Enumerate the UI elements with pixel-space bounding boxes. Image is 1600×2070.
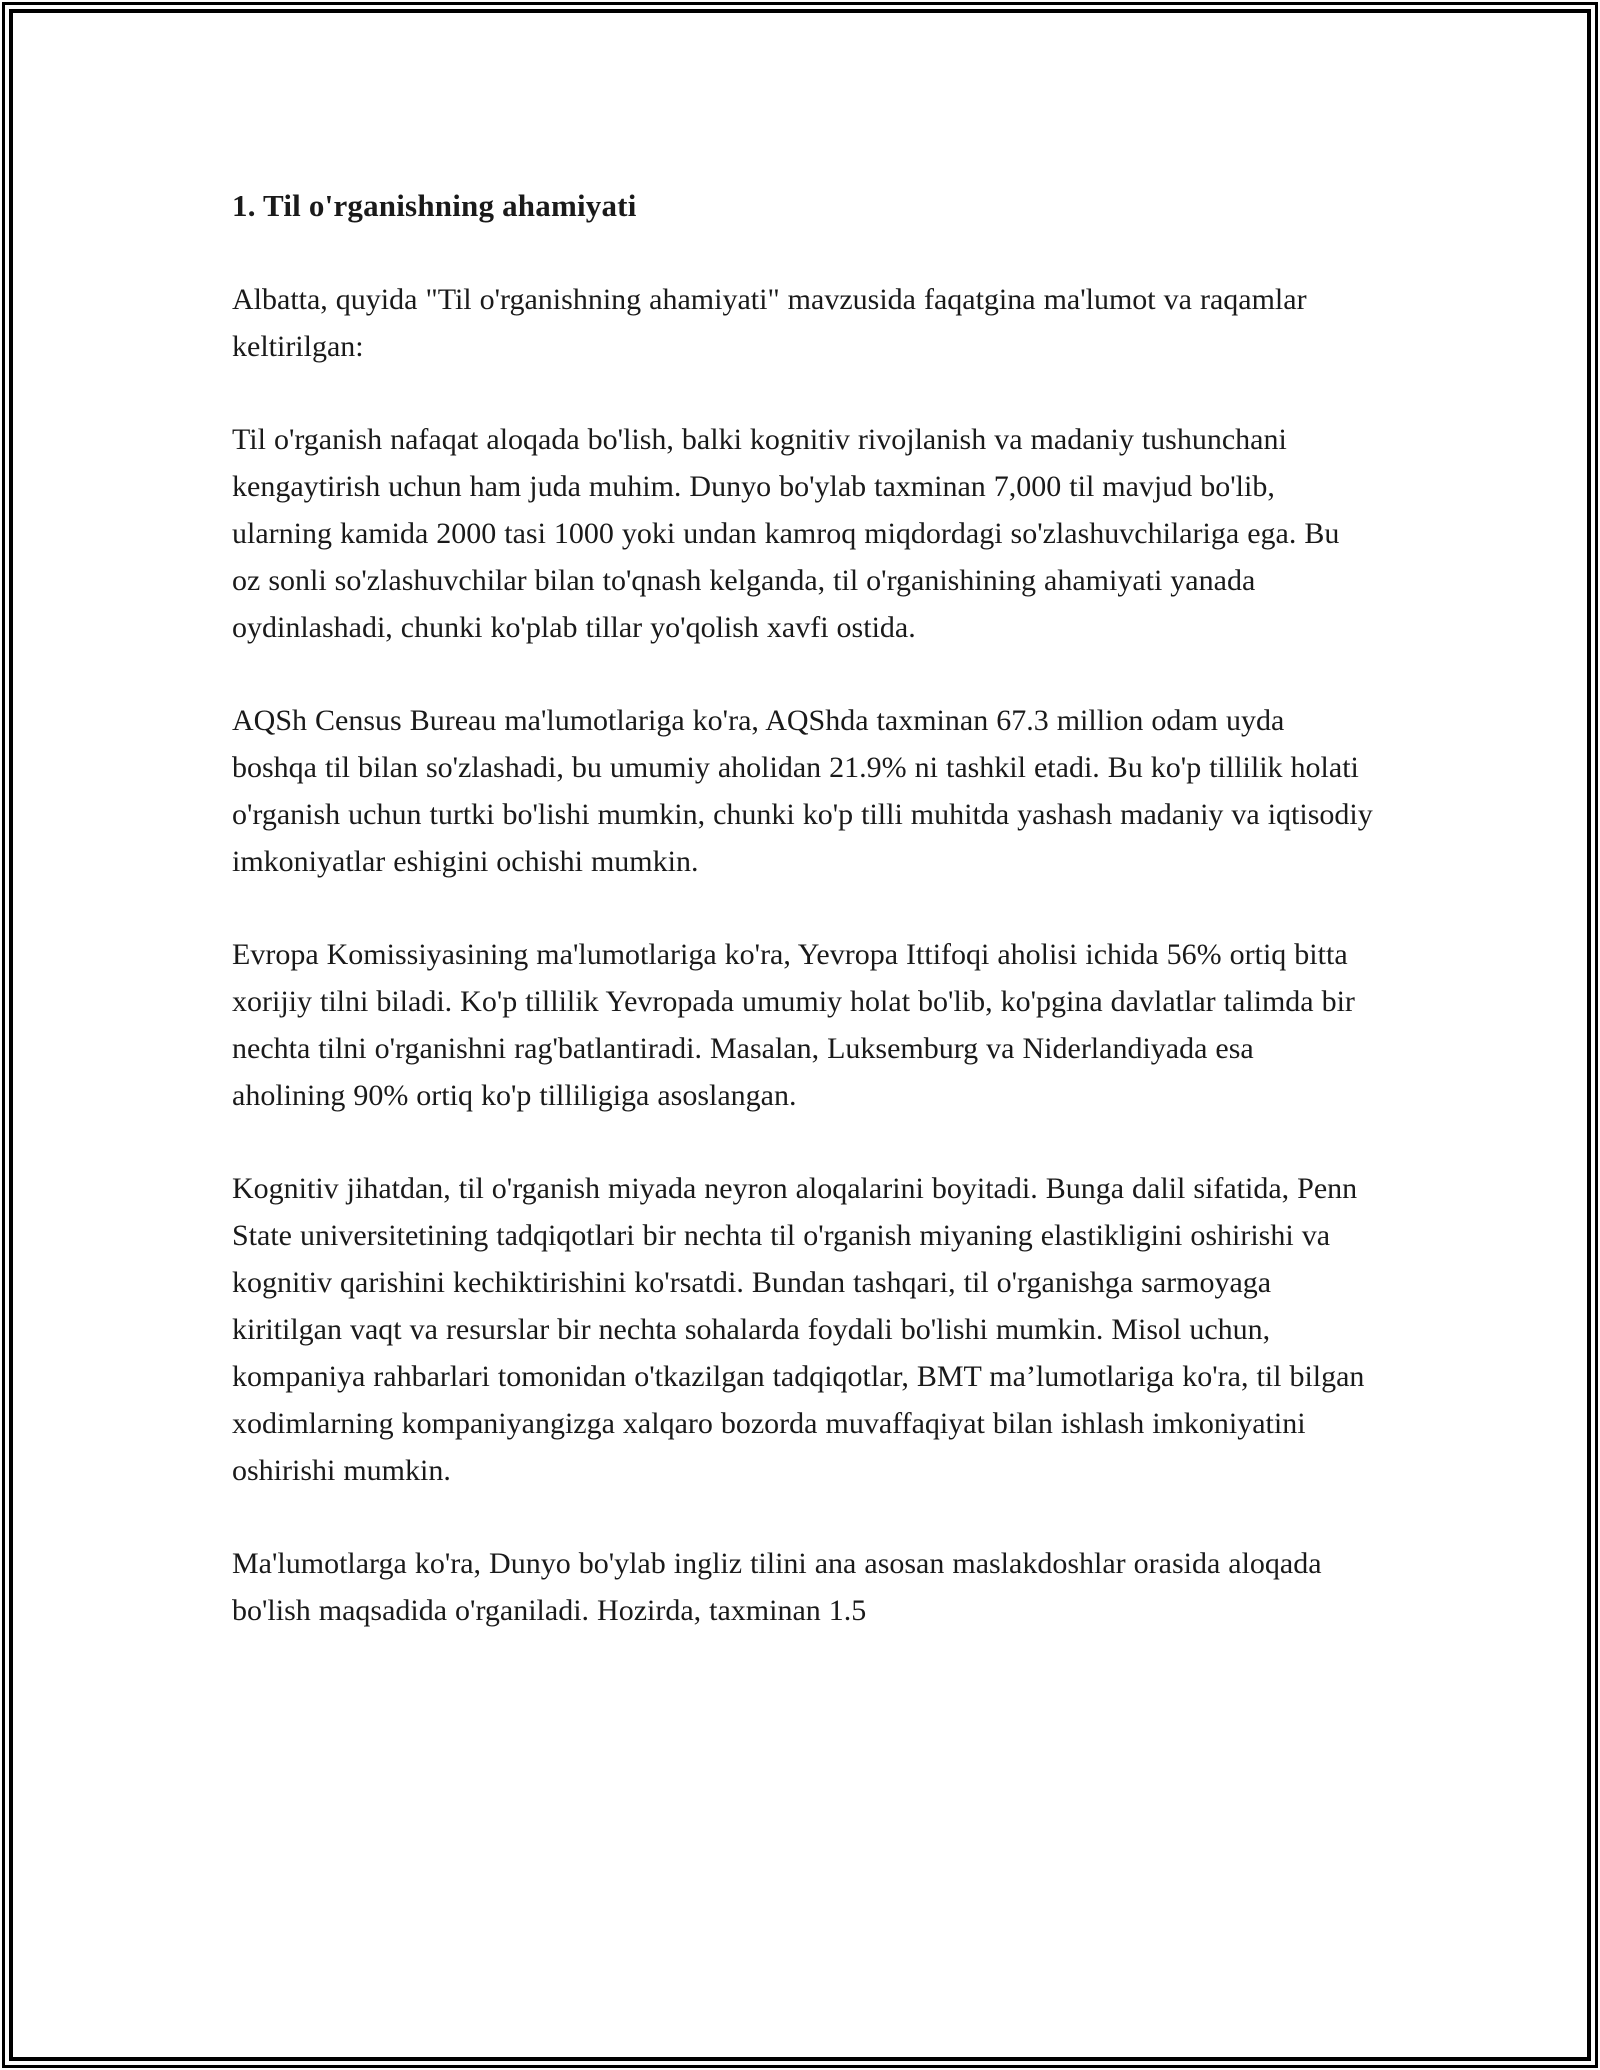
paragraph-english-learning: Ma'lumotlarga ko'ra, Dunyo bo'ylab ingliz tilini ana asosan maslakdoshlar orasida aloqada bo'lish maqsadida o'rganiladi. Hozirda, taxminan 1.5 bbox=[232, 1547, 1322, 1627]
paragraph-european-commission: Evropa Komissiyasining ma'lumotlariga ko'ra, Yevropa Ittifoqi aholisi ichida 56% ortiq bitta xorijiy tilni biladi. Ko'p tillilik Yevropada umumiy holat bo'lib, ko'pgina davlatlar talimda bir nechta tilni o'rganishni rag'batlantiradi. Masalan, Luksemburg va Niderlandiyada esa aholining 90% ortiq ko'p tilliligiga asoslangan. bbox=[232, 938, 1355, 1112]
page-title: 1. Til o'rganishning ahamiyati bbox=[232, 188, 637, 223]
paragraph-intro: Albatta, quyida "Til o'rganishning ahamiyati" mavzusida faqatgina ma'lumot va raqamlar keltirilgan: bbox=[232, 283, 1307, 363]
paragraph-census-bureau: AQSh Census Bureau ma'lumotlariga ko'ra, AQShda taxminan 67.3 million odam uyda boshqa til bilan so'zlashadi, bu umumiy aholidan 21.9% ni tashkil etadi. Bu ko'p tillilik holati o'rganish uchun turtki bo'lishi mumkin, chunki ko'p tilli muhitda yashash madaniy va iqtisodiy imkoniyatlar eshigini ochishi mumkin. bbox=[232, 704, 1373, 878]
document-content bbox=[232, 186, 1374, 1680]
paragraph-world-languages: Til o'rganish nafaqat aloqada bo'lish, balki kognitiv rivojlanish va madaniy tushunchani kengaytirish uchun ham juda muhim. Dunyo bo'ylab taxminan 7,000 til mavjud bo'lib, ularning kamida 2000 tasi 1000 yoki undan kamroq miqdordagi so'zlashuvchilariga ega. Bu oz sonli so'zlashuvchilar bilan to'qnash kelganda, til o'rganishining ahamiyati yanada oydinlashadi, chunki ko'plab tillar yo'qolish xavfi ostida. bbox=[232, 423, 1340, 644]
paragraph-cognitive-benefits: Kognitiv jihatdan, til o'rganish miyada neyron aloqalarini boyitadi. Bunga dalil sifatida, Penn State universitetining tadqiqotlari bir nechta til o'rganish miyaning elastikligini oshirishi va kognitiv qarishini kechiktirishini ko'rsatdi. Bundan tashqari, til o'rganishga sarmoyaga kiritilgan vaqt va resurslar bir nechta sohalarda foydali bo'lishi mumkin. Misol uchun, kompaniya rahbarlari tomonidan o'tkazilgan tadqiqotlar, BMT ma’lumotlariga ko'ra, til bilgan xodimlarning kompaniyangizga xalqaro bozorda muvaffaqiyat bilan ishlash imkoniyatini oshirishi mumkin. bbox=[232, 1172, 1365, 1487]
